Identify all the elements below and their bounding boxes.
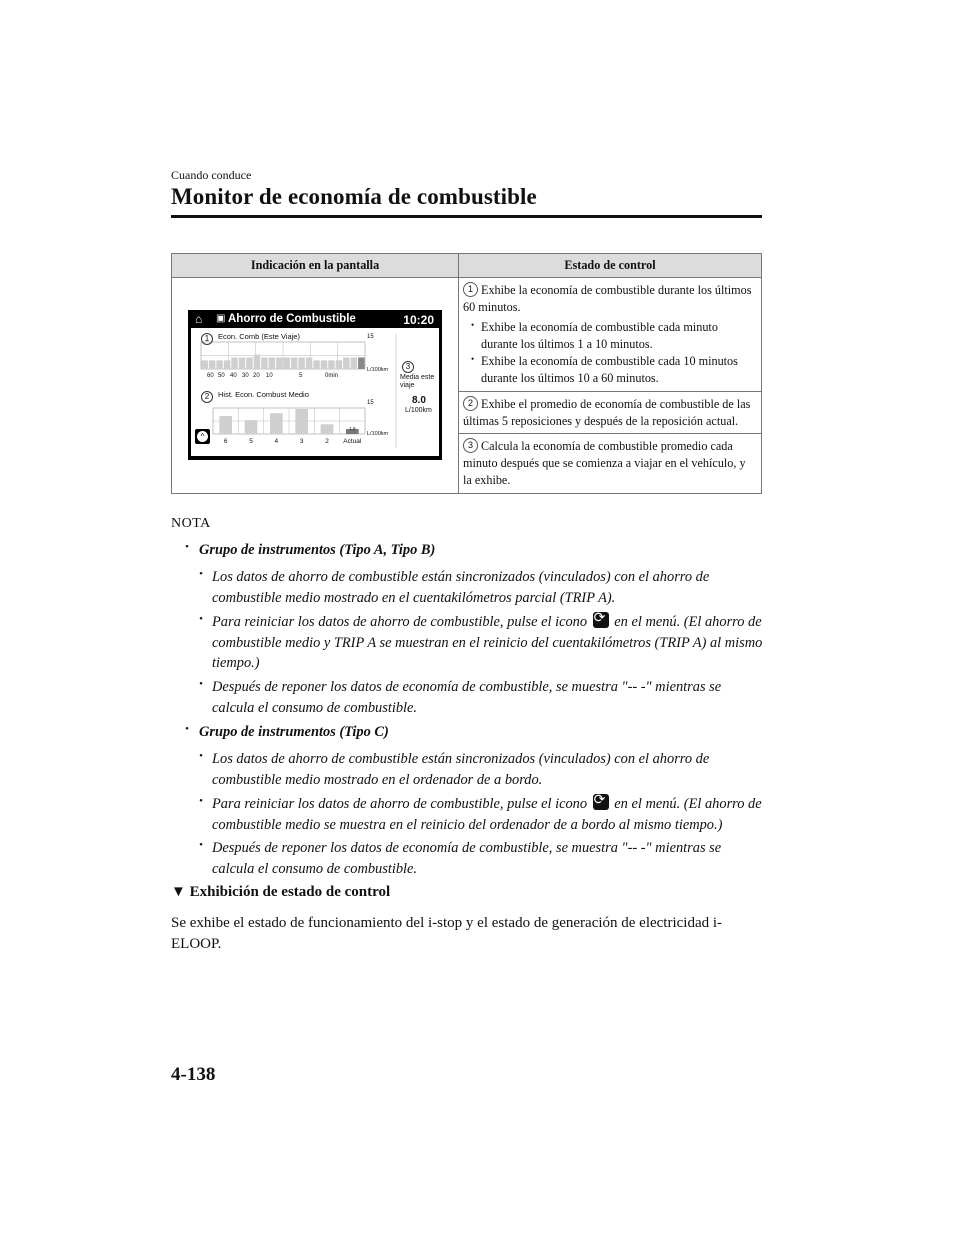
chart1-max: 15 bbox=[367, 334, 374, 341]
chart1-bar bbox=[336, 361, 342, 370]
chart1-bar bbox=[343, 358, 349, 370]
chart2-bar bbox=[270, 414, 283, 435]
nota-group-title: • Grupo de instrumentos (Tipo C) bbox=[185, 722, 765, 743]
chart2-tick: Actual bbox=[343, 438, 362, 446]
chart2-tick: 6 bbox=[223, 438, 228, 446]
chart1-bar bbox=[254, 355, 260, 369]
status-bullet: • Exhibe la economía de combustible cada 10 minutos durante los últimos 10 a 60 minutos. bbox=[471, 353, 756, 387]
status-row-1 bbox=[459, 277, 762, 391]
chart2-tick: 3 bbox=[299, 438, 304, 446]
chart2-title: Hist. Econ. Combust Medio bbox=[218, 390, 309, 400]
status-text: Exhibe la economía de combustible durante los últimos 60 minutos. bbox=[463, 282, 752, 314]
nota-item: • Los datos de ahorro de combustible están sincronizados (vinculados) con el ahorro de combustible medio mostrado en el ordenador de a bordo. bbox=[199, 749, 765, 791]
nota-group-title: • Grupo de instrumentos (Tipo A, Tipo B) bbox=[185, 540, 765, 561]
chart1-tick: 0min bbox=[325, 373, 339, 380]
nota-item-text: Para reiniciar los datos de ahorro de combustible, pulse el icono bbox=[212, 613, 588, 630]
col-header-status: Estado de control bbox=[459, 254, 762, 278]
screen-title: Ahorro de Combustible bbox=[228, 313, 356, 326]
chart1-bar bbox=[298, 358, 304, 370]
marker-2: 2 bbox=[201, 391, 213, 403]
row-marker: 3 bbox=[463, 438, 478, 453]
chart2-bar bbox=[321, 425, 334, 435]
chart1-tick: 40 bbox=[230, 373, 237, 380]
col-header-display: Indicación en la pantalla bbox=[172, 254, 459, 278]
status-bullet: • Exhibe la economía de combustible cada minuto durante los últimos 1 a 10 minutos. bbox=[471, 319, 756, 353]
chart1-bar bbox=[202, 361, 208, 370]
reset-icon bbox=[593, 794, 609, 810]
back-button[interactable] bbox=[195, 429, 210, 444]
chart1-bar bbox=[224, 361, 230, 370]
chart1-bar bbox=[246, 358, 252, 370]
screen-clock: 10:20 bbox=[403, 313, 434, 328]
marker-1: 1 bbox=[201, 333, 213, 345]
chart1-bar bbox=[306, 358, 312, 370]
chart2-bar bbox=[295, 409, 308, 434]
chart1-bar bbox=[216, 361, 222, 370]
nota-list bbox=[185, 540, 765, 883]
chart2-bar bbox=[219, 416, 232, 434]
chart1-tick: 5 bbox=[299, 373, 303, 380]
chart1-bar bbox=[328, 361, 334, 370]
subheading: ▼ Exhibición de estado de control bbox=[171, 884, 391, 900]
chart2-unit: L/100km bbox=[367, 431, 389, 438]
chart1-bar bbox=[284, 358, 290, 370]
chart1-bar bbox=[261, 358, 267, 370]
chart1-tick: 60 bbox=[207, 373, 214, 380]
chart1-bar bbox=[291, 358, 297, 370]
body-paragraph: Se exhibe el estado de funcionamiento del i-stop y el estado de generación de electricidad i-ELOOP. bbox=[171, 915, 723, 953]
nota-item-text: en el menú. (El ahorro de combustible medio se muestra en el reinicio del ordenador de a bordo al mismo tiempo.) bbox=[212, 795, 762, 833]
control-table bbox=[171, 253, 762, 494]
nota-item: • Después de reponer los datos de economía de combustible, se muestra "-- -" mientras se calcula el consumo de combustible. bbox=[199, 838, 765, 880]
status-text: Exhibe el promedio de economía de combustible de las últimas 5 reposiciones y después de la reposición actual. bbox=[463, 396, 751, 428]
fuel-economy-screen bbox=[188, 310, 442, 460]
chart1-tick: 10 bbox=[266, 373, 273, 380]
nota-item bbox=[199, 794, 765, 836]
chart2-tick: 5 bbox=[249, 438, 253, 446]
chart1-tick: 50 bbox=[218, 373, 225, 380]
avg-label: Media este viaje bbox=[400, 374, 435, 390]
nota-item bbox=[199, 612, 765, 675]
nota-item: • Los datos de ahorro de combustible están sincronizados (vinculados) con el ahorro de combustible medio mostrado en el cuentakilómetros parcial (TRIP A). bbox=[199, 567, 765, 609]
nota-item-text: en el menú. (El ahorro de combustible medio y TRIP A se muestran en el reinicio del cuentakilómetros (TRIP A) al mismo tiempo.) bbox=[212, 613, 763, 672]
chart1-unit: L/100km bbox=[367, 367, 389, 374]
chart2-max: 15 bbox=[367, 400, 374, 407]
nota-item-text: Para reiniciar los datos de ahorro de combustible, pulse el icono bbox=[212, 795, 588, 812]
row-marker: 1 bbox=[463, 282, 478, 297]
chart2-tick: 2 bbox=[325, 438, 329, 446]
avg-value: 8.0 bbox=[412, 395, 426, 407]
chart1-bar bbox=[239, 358, 245, 370]
chart1-bar bbox=[276, 358, 282, 370]
screen-cell bbox=[172, 277, 459, 493]
page-title: Monitor de economía de combustible bbox=[171, 184, 537, 209]
nota-label: NOTA bbox=[171, 516, 211, 531]
reset-icon bbox=[593, 612, 609, 628]
chart1-title: Econ. Comb (Este Viaje) bbox=[218, 332, 300, 342]
home-icon: ⌂ bbox=[195, 312, 203, 327]
menu-icon: ▣ bbox=[216, 313, 226, 325]
chart1-tick: 30 bbox=[242, 373, 249, 380]
row-marker: 2 bbox=[463, 396, 478, 411]
chart2-tick: 4 bbox=[274, 438, 279, 446]
marker-3: 3 bbox=[402, 361, 414, 373]
chart1-tick: 20 bbox=[253, 373, 260, 380]
chart1-bar bbox=[351, 358, 357, 370]
avg-unit: L/100km bbox=[405, 407, 432, 415]
chart2-bar bbox=[245, 421, 258, 435]
chart1-bar bbox=[358, 358, 364, 370]
chart1-bar bbox=[313, 361, 319, 370]
page-number: 4-138 bbox=[171, 1064, 216, 1085]
chart1-bar bbox=[231, 358, 237, 370]
chart1-bar bbox=[209, 361, 215, 370]
chart1-bar bbox=[321, 361, 327, 370]
nota-item: • Después de reponer los datos de economía de combustible, se muestra "-- -" mientras se calcula el consumo de combustible. bbox=[199, 677, 765, 719]
status-row-3 bbox=[459, 434, 762, 493]
chevron-up-icon: ^ bbox=[197, 431, 208, 442]
screen-body bbox=[191, 328, 439, 456]
status-text: Calcula la economía de combustible promedio cada minuto después que se comienza a viajar en el vehículo, y la exhibe. bbox=[463, 439, 746, 488]
chart1-bar bbox=[269, 358, 275, 370]
section-header: Cuando conduce bbox=[171, 168, 252, 182]
title-rule bbox=[171, 215, 762, 218]
screen-title-bar bbox=[188, 310, 442, 328]
status-row-2 bbox=[459, 391, 762, 434]
chart2-actual-label: 1.8 bbox=[349, 426, 356, 432]
